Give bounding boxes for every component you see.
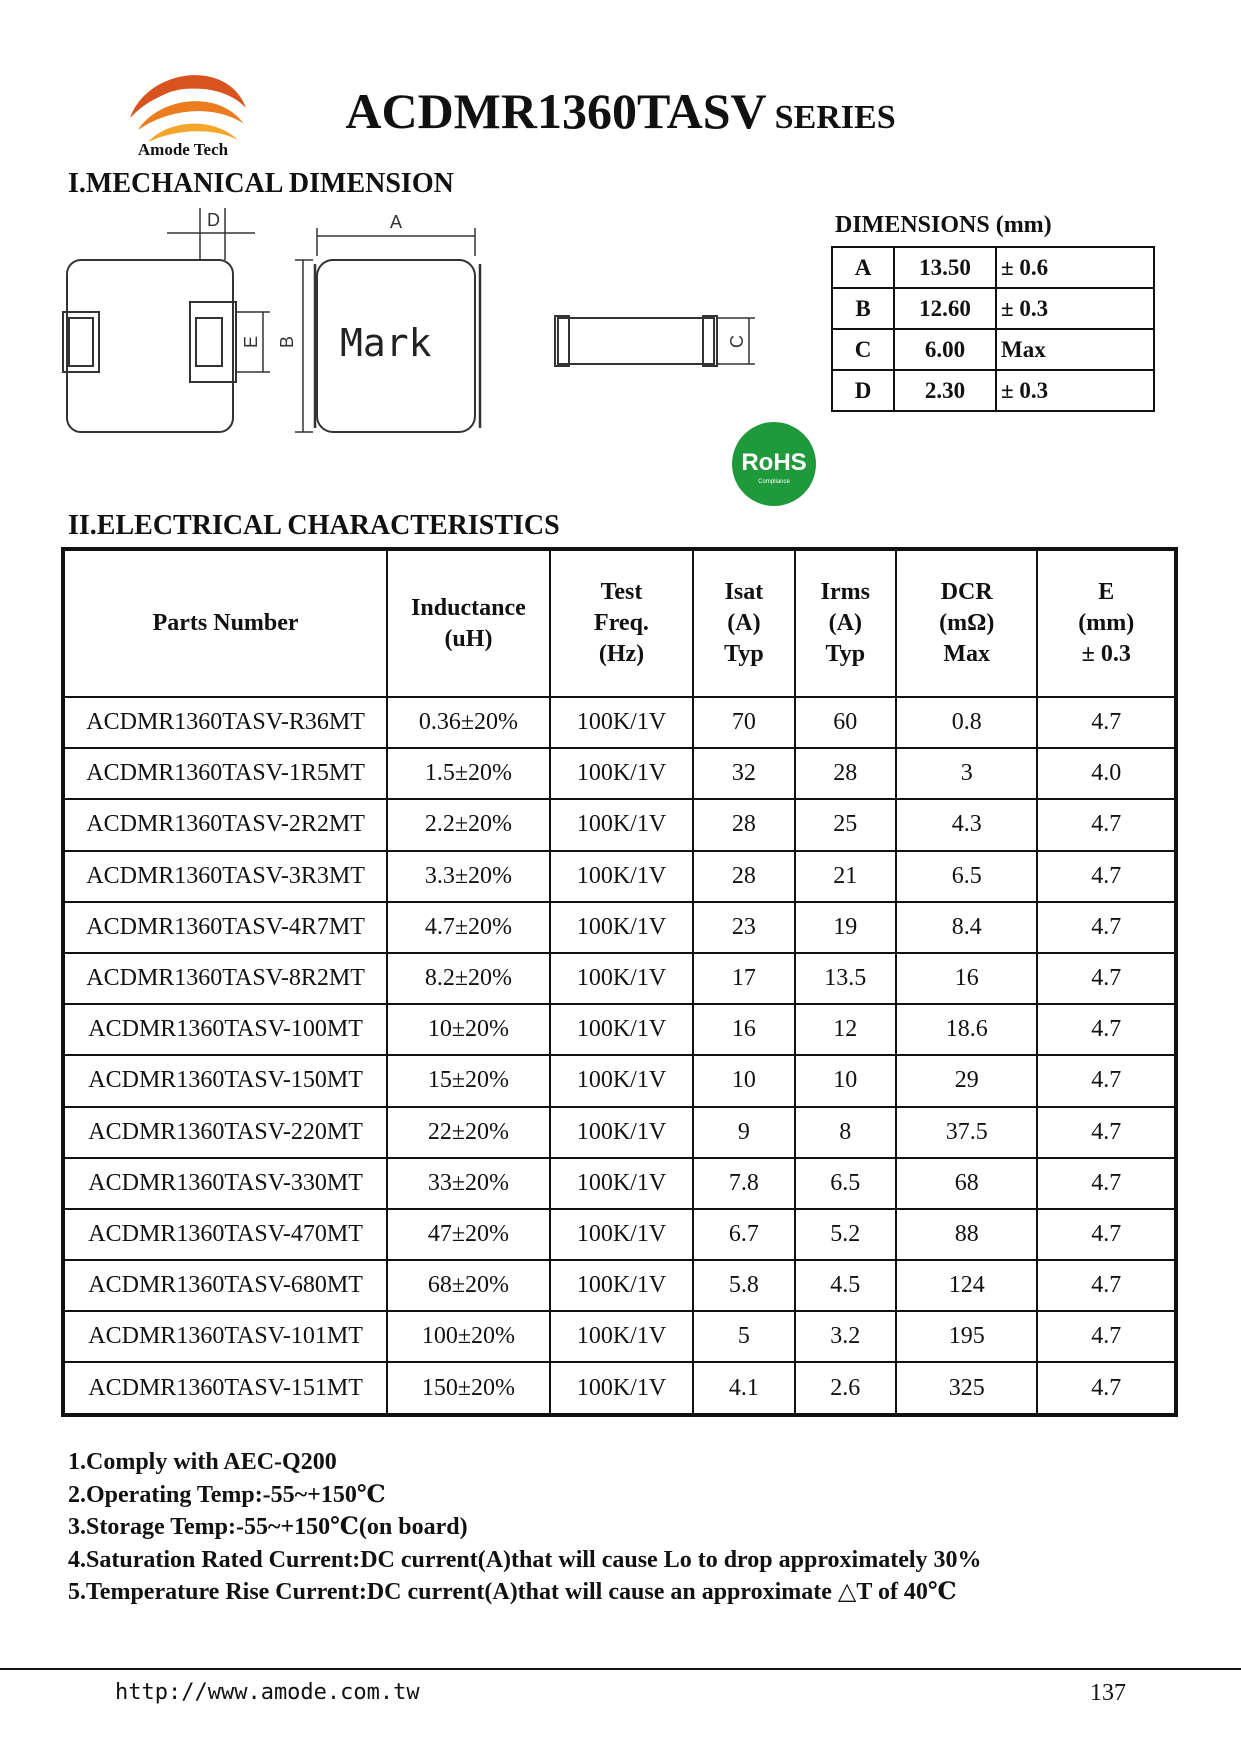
table-row [63, 851, 1176, 902]
note-item: 3.Storage Temp:-55~+150℃(on board) [68, 1514, 468, 1540]
table-row [63, 902, 1176, 953]
cell-e: 4.7 [1037, 953, 1176, 1004]
dim-tolerance: Max [996, 329, 1154, 370]
table-row [63, 1311, 1176, 1362]
table-row [63, 1107, 1176, 1158]
cell-part-number: ACDMR1360TASV-680MT [63, 1260, 387, 1311]
dim-tolerance: ± 0.3 [996, 288, 1154, 329]
cell-irms: 6.5 [795, 1158, 896, 1209]
cell-part-number: ACDMR1360TASV-3R3MT [63, 851, 387, 902]
cell-dcr: 29 [896, 1055, 1038, 1106]
cell-isat: 6.7 [693, 1209, 794, 1260]
cell-isat: 9 [693, 1107, 794, 1158]
cell-dcr: 68 [896, 1158, 1038, 1209]
notes [68, 1446, 982, 1609]
dim-value: 12.60 [894, 288, 996, 329]
cell-part-number: ACDMR1360TASV-220MT [63, 1107, 387, 1158]
cell-isat: 32 [693, 748, 794, 799]
cell-test-freq: 100K/1V [550, 1158, 694, 1209]
dim-value: 6.00 [894, 329, 996, 370]
note-item: 4.Saturation Rated Current:DC current(A)that will cause Lo to drop approximately 30% [68, 1546, 982, 1573]
cell-dcr: 18.6 [896, 1004, 1038, 1055]
dimension-row [832, 370, 1154, 411]
page-number: 137 [1090, 1680, 1126, 1706]
cell-test-freq: 100K/1V [550, 748, 694, 799]
cell-part-number: ACDMR1360TASV-330MT [63, 1158, 387, 1209]
cell-irms: 8 [795, 1107, 896, 1158]
cell-test-freq: 100K/1V [550, 1107, 694, 1158]
rohs-label: RoHS [741, 449, 807, 476]
table-row [63, 1158, 1176, 1209]
cell-isat: 23 [693, 902, 794, 953]
electrical-characteristics-heading: II.ELECTRICAL CHARACTERISTICS [68, 510, 560, 541]
dimensions-table [831, 246, 1155, 412]
cell-inductance: 8.2±20% [387, 953, 550, 1004]
footer-url: http://www.amode.com.tw [115, 1680, 420, 1705]
cell-part-number: ACDMR1360TASV-1R5MT [63, 748, 387, 799]
cell-dcr: 16 [896, 953, 1038, 1004]
cell-inductance: 2.2±20% [387, 799, 550, 850]
mechanical-drawings [55, 208, 795, 438]
cell-inductance: 33±20% [387, 1158, 550, 1209]
cell-inductance: 47±20% [387, 1209, 550, 1260]
title-suffix: SERIES [774, 99, 896, 136]
cell-dcr: 3 [896, 748, 1038, 799]
cell-test-freq: 100K/1V [550, 799, 694, 850]
label-c: C [727, 335, 747, 348]
cell-dcr: 37.5 [896, 1107, 1038, 1158]
cell-part-number: ACDMR1360TASV-R36MT [63, 697, 387, 748]
cell-dcr: 6.5 [896, 851, 1038, 902]
dim-tolerance: ± 0.3 [996, 370, 1154, 411]
label-mark: Mark [340, 321, 432, 365]
cell-test-freq: 100K/1V [550, 697, 694, 748]
cell-part-number: ACDMR1360TASV-470MT [63, 1209, 387, 1260]
cell-part-number: ACDMR1360TASV-100MT [63, 1004, 387, 1055]
cell-e: 4.7 [1037, 1260, 1176, 1311]
cell-dcr: 88 [896, 1209, 1038, 1260]
cell-inductance: 100±20% [387, 1311, 550, 1362]
cell-dcr: 4.3 [896, 799, 1038, 850]
cell-isat: 5.8 [693, 1260, 794, 1311]
cell-isat: 4.1 [693, 1362, 794, 1414]
side-view-drawing [63, 208, 270, 432]
dim-tolerance: ± 0.6 [996, 247, 1154, 288]
table-row [63, 1055, 1176, 1106]
cell-inductance: 68±20% [387, 1260, 550, 1311]
header-irms: Irms (A) Typ [795, 549, 896, 697]
dim-label: D [832, 370, 894, 411]
cell-irms: 3.2 [795, 1311, 896, 1362]
cell-inductance: 1.5±20% [387, 748, 550, 799]
table-row [63, 1004, 1176, 1055]
cell-part-number: ACDMR1360TASV-101MT [63, 1311, 387, 1362]
cell-test-freq: 100K/1V [550, 953, 694, 1004]
cell-isat: 17 [693, 953, 794, 1004]
cell-irms: 21 [795, 851, 896, 902]
cell-inductance: 15±20% [387, 1055, 550, 1106]
cell-e: 4.7 [1037, 1362, 1176, 1414]
dim-value: 13.50 [894, 247, 996, 288]
table-row [63, 697, 1176, 748]
cell-e: 4.7 [1037, 1209, 1176, 1260]
dim-label: C [832, 329, 894, 370]
cell-inductance: 3.3±20% [387, 851, 550, 902]
cell-irms: 12 [795, 1004, 896, 1055]
logo-text: Amode Tech [137, 140, 229, 159]
cell-e: 4.7 [1037, 851, 1176, 902]
cell-dcr: 195 [896, 1311, 1038, 1362]
header-inductance: Inductance (uH) [387, 549, 550, 697]
dimension-row [832, 329, 1154, 370]
cell-e: 4.7 [1037, 799, 1176, 850]
table-row [63, 953, 1176, 1004]
front-view-drawing [555, 316, 755, 366]
table-row [63, 799, 1176, 850]
cell-irms: 2.6 [795, 1362, 896, 1414]
header-dcr: DCR (mΩ) Max [896, 549, 1038, 697]
cell-isat: 70 [693, 697, 794, 748]
cell-isat: 7.8 [693, 1158, 794, 1209]
cell-inductance: 4.7±20% [387, 902, 550, 953]
cell-irms: 5.2 [795, 1209, 896, 1260]
cell-isat: 10 [693, 1055, 794, 1106]
table-row [63, 1209, 1176, 1260]
cell-isat: 28 [693, 851, 794, 902]
cell-e: 4.7 [1037, 1311, 1176, 1362]
table-row [63, 1362, 1176, 1414]
cell-e: 4.7 [1037, 1107, 1176, 1158]
table-row [63, 748, 1176, 799]
cell-e: 4.7 [1037, 1055, 1176, 1106]
dimensions-caption: DIMENSIONS (mm) [835, 212, 1052, 238]
header-test-freq: Test Freq. (Hz) [550, 549, 694, 697]
cell-part-number: ACDMR1360TASV-8R2MT [63, 953, 387, 1004]
electrical-characteristics-table [61, 547, 1178, 1417]
cell-inductance: 10±20% [387, 1004, 550, 1055]
label-e: E [241, 335, 261, 348]
cell-inductance: 22±20% [387, 1107, 550, 1158]
cell-dcr: 8.4 [896, 902, 1038, 953]
cell-part-number: ACDMR1360TASV-4R7MT [63, 902, 387, 953]
cell-test-freq: 100K/1V [550, 902, 694, 953]
cell-e: 4.7 [1037, 902, 1176, 953]
table-row [63, 1260, 1176, 1311]
cell-test-freq: 100K/1V [550, 1362, 694, 1414]
note-item: 2.Operating Temp:-55~+150℃ [68, 1481, 386, 1508]
dim-label: B [832, 288, 894, 329]
cell-e: 4.7 [1037, 697, 1176, 748]
header-parts-number: Parts Number [63, 549, 387, 697]
cell-part-number: ACDMR1360TASV-150MT [63, 1055, 387, 1106]
cell-test-freq: 100K/1V [550, 1260, 694, 1311]
cell-inductance: 0.36±20% [387, 697, 550, 748]
cell-irms: 13.5 [795, 953, 896, 1004]
cell-irms: 10 [795, 1055, 896, 1106]
cell-inductance: 150±20% [387, 1362, 550, 1414]
cell-irms: 60 [795, 697, 896, 748]
cell-isat: 5 [693, 1311, 794, 1362]
header-e: E (mm) ± 0.3 [1037, 549, 1176, 697]
cell-irms: 28 [795, 748, 896, 799]
note-item: 1.Comply with AEC-Q200 [68, 1449, 337, 1475]
cell-test-freq: 100K/1V [550, 1311, 694, 1362]
cell-dcr: 124 [896, 1260, 1038, 1311]
cell-dcr: 0.8 [896, 697, 1038, 748]
dimension-row [832, 288, 1154, 329]
cell-e: 4.0 [1037, 748, 1176, 799]
cell-test-freq: 100K/1V [550, 851, 694, 902]
dim-label: A [832, 247, 894, 288]
label-d: D [207, 210, 220, 230]
cell-isat: 28 [693, 799, 794, 850]
label-a: A [390, 212, 403, 232]
cell-isat: 16 [693, 1004, 794, 1055]
cell-irms: 19 [795, 902, 896, 953]
label-b: B [277, 335, 297, 348]
cell-test-freq: 100K/1V [550, 1055, 694, 1106]
page-title [0, 82, 1241, 140]
header-isat: Isat (A) Typ [693, 549, 794, 697]
cell-e: 4.7 [1037, 1158, 1176, 1209]
mechanical-dimension-heading: I.MECHANICAL DIMENSION [68, 168, 454, 199]
footer-divider [0, 1668, 1241, 1670]
cell-irms: 4.5 [795, 1260, 896, 1311]
cell-dcr: 325 [896, 1362, 1038, 1414]
cell-test-freq: 100K/1V [550, 1209, 694, 1260]
note-item: 5.Temperature Rise Current:DC current(A)that will cause an approximate △T of 40℃ [68, 1579, 957, 1605]
title-main: ACDMR1360TASV [345, 83, 767, 139]
dimension-row [832, 247, 1154, 288]
rohs-sub: Compliance [758, 479, 790, 485]
cell-test-freq: 100K/1V [550, 1004, 694, 1055]
cell-part-number: ACDMR1360TASV-2R2MT [63, 799, 387, 850]
cell-irms: 25 [795, 799, 896, 850]
cell-part-number: ACDMR1360TASV-151MT [63, 1362, 387, 1414]
rohs-badge [730, 420, 818, 508]
dim-value: 2.30 [894, 370, 996, 411]
cell-e: 4.7 [1037, 1004, 1176, 1055]
